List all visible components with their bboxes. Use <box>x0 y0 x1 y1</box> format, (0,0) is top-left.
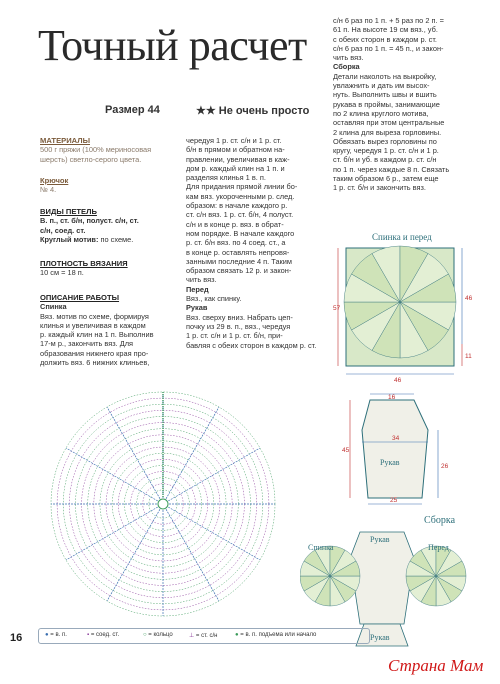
work-line: клинья и увеличивая в каждом <box>40 320 146 330</box>
motif-text: по схеме. <box>100 234 134 244</box>
work-line: чередуя 1 р. ст. с/н и 1 р. ст. <box>186 136 282 145</box>
assembly-back-fan <box>300 546 360 606</box>
motif-spoke <box>168 448 260 501</box>
work-line: кам вяз. укороченными р. след. <box>186 191 295 201</box>
work-heading: ОПИСАНИЕ РАБОТЫ <box>40 293 120 302</box>
legend-slip <box>87 632 119 638</box>
width-dim: 46 <box>394 377 402 384</box>
assembly-label: Сборка <box>424 515 456 526</box>
sleeve-schematic <box>340 390 460 510</box>
work-line: образования нижнего края про- <box>40 348 149 358</box>
motif-label: Круглый мотив: <box>40 234 99 244</box>
work-line: в конце р. оставлять непровя- <box>186 247 290 257</box>
crochet-motif-chart <box>32 385 294 623</box>
motif-group <box>51 392 275 616</box>
double-crochet-icon: ⊥ <box>189 633 195 639</box>
stitches-heading: ВИДЫ ПЕТЕЛЬ <box>40 207 97 216</box>
work-line: ном порядке. В начале каждого <box>186 228 295 238</box>
assembly-heading: Сборка <box>333 62 360 72</box>
work-line: должить вяз. 6 нижних клиньев, <box>40 357 150 367</box>
work-line: бавляя с обеих сторон в каждом р. ст. <box>186 340 317 350</box>
bottom-dim: 11 <box>465 353 472 360</box>
legend-ring <box>143 632 173 638</box>
work-line: по 2 клина круглого мотива, <box>333 108 429 118</box>
chain-symbol-icon: ● <box>45 632 49 638</box>
start-chain-icon: ● <box>235 632 239 638</box>
legend-slip-label: = соед. ст. <box>90 632 120 638</box>
legend-dc <box>189 632 217 639</box>
density-heading: ПЛОТНОСТЬ ВЯЗАНИЯ <box>40 259 128 268</box>
page-title: Точный расчет <box>38 21 307 70</box>
back-front-label: Спинка и перед <box>372 232 432 242</box>
work-line: ст. б/н и уб. в каждом р. ст. с/н <box>333 155 437 165</box>
motif-round <box>100 441 226 567</box>
back-heading: Спинка <box>40 302 67 312</box>
legend-start <box>235 632 316 638</box>
work-line: б/н в прямом и обратном на- <box>186 145 285 155</box>
work-line: оставляя при этом центральные <box>333 118 445 128</box>
motif-spoke <box>107 407 160 499</box>
materials-line-1: 500 г пряжи (100% мериносовая <box>40 145 152 155</box>
work-line: по 1 п. через каждые 8 п. Связать <box>333 164 450 174</box>
work-line: с/н 6 раз по 1 п. + 5 раз по 2 п. = <box>333 16 444 25</box>
materials-line-2: шерсть) светло-серого цвета. <box>40 154 142 164</box>
sleeve-top-dim: 16 <box>388 394 396 401</box>
legend-start-label: = в. п. подъема или начало <box>240 632 317 638</box>
stitches-line-2: с/н, соед. ст. <box>40 225 86 235</box>
sleeve-heading: Рукав <box>186 303 208 313</box>
work-line: р. каждый клин на 1 п. Выполнив <box>40 330 154 340</box>
front-text: Вяз., как спинку. <box>186 294 242 304</box>
work-line: Для придания прямой линии бо- <box>186 182 298 192</box>
assembly-front-label: Перед <box>428 543 449 552</box>
work-section <box>40 293 180 367</box>
back-front-schematic <box>332 240 492 390</box>
legend-ring-label: = кольцо <box>148 632 173 638</box>
work-line: кругу, чередуя 1 р. ст. с/н и 1 р. <box>333 146 439 156</box>
work-line: чить вяз. <box>186 275 217 285</box>
motif-spoke <box>66 448 158 501</box>
work-line: разделяя клинья 1 в. п. <box>186 173 266 183</box>
difficulty-label: ★★ Не очень просто <box>196 105 310 117</box>
motif-spoke <box>166 509 219 601</box>
materials-section <box>40 136 180 164</box>
sleeve-lower-dim: 26 <box>441 463 449 470</box>
slip-stitch-icon: ▪ <box>87 632 90 638</box>
work-line: рукава в проймы, занимающие <box>333 99 440 109</box>
work-line: 1 р. ст. с/н и 1 р. ст. б/н, при- <box>186 331 283 341</box>
column-2 <box>186 136 326 350</box>
page-number: 16 <box>10 632 23 644</box>
work-line: таким образом 6 р., затем еще <box>333 174 439 184</box>
stitches-section <box>40 207 180 244</box>
motif-spoke <box>66 507 158 560</box>
work-line: с/н 6 раз по 1 п. = 45 п., и закон- <box>333 43 444 53</box>
motif-spoke <box>168 507 260 560</box>
sleeve-shape <box>362 400 428 498</box>
sleeve-width-dim: 34 <box>392 435 400 442</box>
motif-spoke <box>107 509 160 601</box>
sleeve-label: Рукав <box>380 458 400 467</box>
work-line: образом связать 12 р. и закон- <box>186 266 292 276</box>
work-line: 17-м р., закончить вяз. Для <box>40 339 134 349</box>
work-line: 1 р. ст. б/н и закончить вяз. <box>333 183 426 193</box>
assembly-front-fan <box>406 546 466 606</box>
work-line: р. ст. б/н вяз. по 4 соед. ст., а <box>186 238 286 248</box>
ring-icon: ○ <box>143 632 147 638</box>
work-line: Вяз. мотив по схеме, формируя <box>40 311 149 321</box>
hook-section <box>40 176 180 195</box>
motif-center-ring <box>158 499 168 509</box>
density-value: 10 см = 18 п. <box>40 268 84 278</box>
materials-heading: МАТЕРИАЛЫ <box>40 136 90 145</box>
side-dim: 46 <box>465 295 473 302</box>
assembly-sleeve-label: Рукав <box>370 535 390 544</box>
symbol-legend <box>38 628 370 644</box>
column-3 <box>333 16 473 193</box>
work-line: Детали наколоть на выкройку, <box>333 71 437 81</box>
motif-spoke <box>166 407 219 499</box>
work-line: 2 клина для выреза горловины. <box>333 127 442 137</box>
watermark: Страна Мам <box>388 656 484 675</box>
hook-value: № 4. <box>40 185 57 195</box>
work-line: увлажнить и дать им высох- <box>333 81 430 91</box>
size-label: Размер 44 <box>105 104 160 116</box>
sleeve-height-dim: 45 <box>342 447 350 454</box>
work-line: чить вяз. <box>333 53 364 63</box>
stitches-line-1: В. п., ст. б/н, полуст. с/н, ст. <box>40 216 139 226</box>
work-line: нуть. Выполнить швы и вшить <box>333 90 437 100</box>
assembly-sleeve-bottom-label: Рукав <box>370 633 390 642</box>
work-line: почку из 29 в. п., вяз., чередуя <box>186 321 291 331</box>
front-heading: Перед <box>186 284 209 294</box>
legend-dc-label: = ст. с/н <box>195 633 218 639</box>
work-line: с/н и в конце р. вяз. в обрат- <box>186 219 284 229</box>
work-line: занными последние 4 п. Таким <box>186 256 292 266</box>
height-dim: 57 <box>333 305 341 312</box>
back-panel-wedges <box>344 246 456 358</box>
assembly-back-label: Спинка <box>308 543 334 552</box>
motif-round <box>57 398 269 610</box>
legend-chain-label: = в. п. <box>50 632 67 638</box>
hook-heading: Крючок <box>40 176 69 185</box>
work-line: 61 п. На высоте 19 см вяз., уб. <box>333 25 438 35</box>
work-line: с обеих сторон в каждом р. ст. <box>333 34 437 44</box>
work-line: ст. с/н вяз. 1 р. ст. б/н, 4 полуст. <box>186 210 294 220</box>
cuff-dim: 25 <box>390 497 398 504</box>
work-line: Обвязать вырез горловины по <box>333 136 437 146</box>
density-section <box>40 259 180 278</box>
work-line: правлении, увеличивая в каж- <box>186 154 290 164</box>
legend-chain <box>45 632 67 638</box>
work-line: дом р. каждый клин на 1 п. и <box>186 163 285 173</box>
work-line: образом: в начале каждого р. <box>186 201 288 211</box>
work-line: Вяз. сверху вниз. Набрать цеп- <box>186 312 293 322</box>
